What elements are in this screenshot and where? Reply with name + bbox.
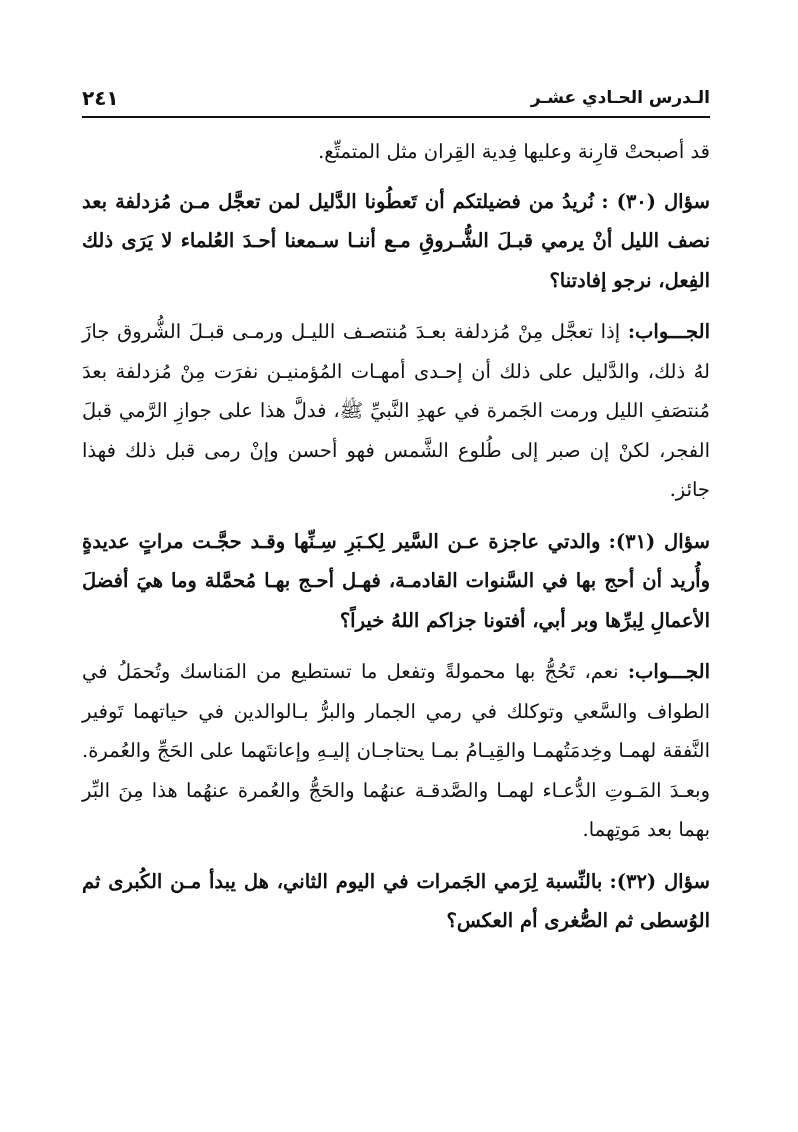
- question-32: [82, 862, 710, 941]
- question-label: سؤال (٣١):: [608, 529, 711, 553]
- answer-text: إذا تعجَّل مِنْ مُزدلفة بعـدَ مُنتصـف الليـل ورمـى قبـلَ الشُّروق جازَ لهُ ذلك، والدَّليل على ذلك أن إحـدى أمهـات المُؤمنيـن نفرَت مِنْ مُزدلفة بعدَ مُنتصَفِ الليل ورمت الجَمرة في عهدِ النَّبيِّ ﷺ، فدلَّ هذا على جوازِ الرَّمي قبلَ الفجر، لكنْ إن صبر إلى طُلوع الشَّمس فهو أحسن وإنْ رمى قبل ذلك فهذا جائز.: [82, 320, 710, 501]
- answer-31: [82, 652, 710, 850]
- question-31: [82, 522, 710, 641]
- question-text: نُريدُ من فضيلتكم أن تَعطُونا الدَّليل لمن تعجَّل مـن مُزدلفة بعد نصف الليل أنْ يرمي قبـلَ الشُّـروقِ مـع أننـا سـمعنا أحـدَ العُلماء لا يَرَى ذلك الفِعل، نرجو إفادتنا؟: [82, 189, 710, 292]
- running-header: [82, 86, 710, 118]
- page-body: [82, 132, 710, 941]
- page-number: ٢٤١: [82, 86, 119, 110]
- question-text: بالنِّسبة لِرَمي الجَمرات في اليوم الثاني، هل يبدأ مـن الكُبرى ثم الوُسطى ثم الصُّغرى أم العكس؟: [82, 869, 710, 932]
- section-title: الـدرس الحـادي عشـر: [530, 88, 710, 108]
- answer-text: نعم، تَحُجُّ بها محمولةً وتفعل ما تستطيع من المَناسك وتُحمَلُ في الطواف والسَّعي وتوكلك في رمي الجمار والبرُّ بـالوالدين في حياتهما تَوفير النَّفقة لهمـا وخِدمَتُهمـا والقِيـامُ بمـا يحتاجـان إليـهِ وإعانتَهما على الحَجِّ والعُمرة. وبعـدَ المَـوتِ الدُّعـاء لهمـا والصَّدقـة عنهُما والحَجُّ والعُمرة عنهُما هذا مِنَ البِّر بهما بعد مَوتِهما.: [82, 660, 710, 841]
- paragraph-text: قد أصبحتْ قارِنة وعليها فِدية القِران مثل المتمتِّع.: [318, 140, 710, 163]
- book-page: [82, 86, 710, 1086]
- question-30: [82, 182, 710, 301]
- question-label: سؤال (٣٠) :: [601, 189, 711, 213]
- continuation-paragraph: [82, 132, 710, 172]
- question-text: والدتي عاجزة عـن السَّير لِكـبَرِ سِـنِّها وقـد حجَّـت مراتٍ عديدةٍ وأُريد أن أحج بها في السَّنوات القادمـة، فهـل أحـج بهـا مُحمَّلة وما هيَ أفضلَ الأعمالِ لِبرِّها وبر أبي، أفتونا جزاكم اللهُ خيراً؟: [82, 529, 710, 632]
- answer-label: الجـــواب:: [627, 660, 710, 683]
- question-label: سؤال (٣٢):: [609, 869, 711, 893]
- answer-30: [82, 312, 710, 510]
- answer-label: الجـــواب:: [627, 320, 710, 343]
